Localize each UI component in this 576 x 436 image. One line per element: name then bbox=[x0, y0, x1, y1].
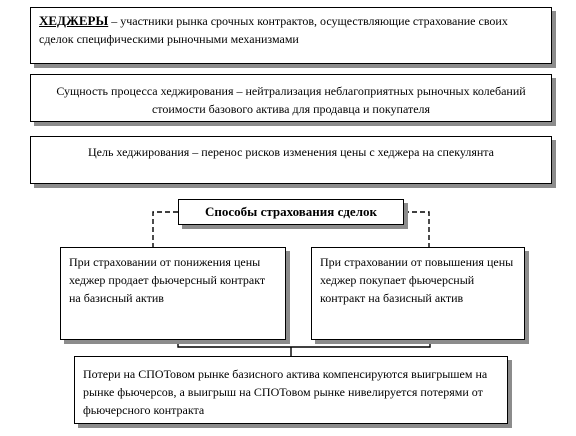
hedging-goal-box bbox=[30, 136, 552, 184]
hedging-essence-box bbox=[30, 74, 552, 122]
result-text: Потери на СПОТовом рынке базисного актива компенсируются выигрышем на рынке фьючерсов, а выигрыш на СПОТовом рынке нивелируется потерями от фьючерсного контракта bbox=[83, 367, 488, 417]
insurance-methods-title-box bbox=[178, 199, 404, 225]
connector-bottom bbox=[178, 340, 430, 356]
price-increase-method-box bbox=[311, 247, 525, 340]
insurance-methods-title: Способы страхования сделок bbox=[205, 204, 377, 219]
price-increase-method-text: При страховании от повышения цены хеджер покупает фьючерсный контракт на базисный актив bbox=[320, 255, 514, 305]
hedgers-definition: – участники рынка срочных контрактов, осуществляющие страхование своих сделок специфическими рыночными механизмами bbox=[39, 14, 508, 46]
connector-right bbox=[404, 212, 429, 247]
hedging-goal-text: Цель хеджирования – перенос рисков изменения цены с хеджера на спекулянта bbox=[87, 145, 495, 159]
result-box bbox=[74, 356, 508, 424]
hedgers-term: ХЕДЖЕРЫ bbox=[39, 13, 109, 28]
connector-left bbox=[153, 212, 178, 247]
hedging-essence-text: Сущность процесса хеджирования – нейтрализация неблагоприятных рыночных колебаний стоимости базового актива для продавца и покупателя bbox=[56, 84, 526, 116]
hedgers-definition-box bbox=[30, 7, 552, 64]
price-decrease-method-box bbox=[60, 247, 286, 340]
price-decrease-method-text: При страховании от понижения цены хеджер продает фьючерсный контракт на базисный актив bbox=[69, 255, 266, 305]
